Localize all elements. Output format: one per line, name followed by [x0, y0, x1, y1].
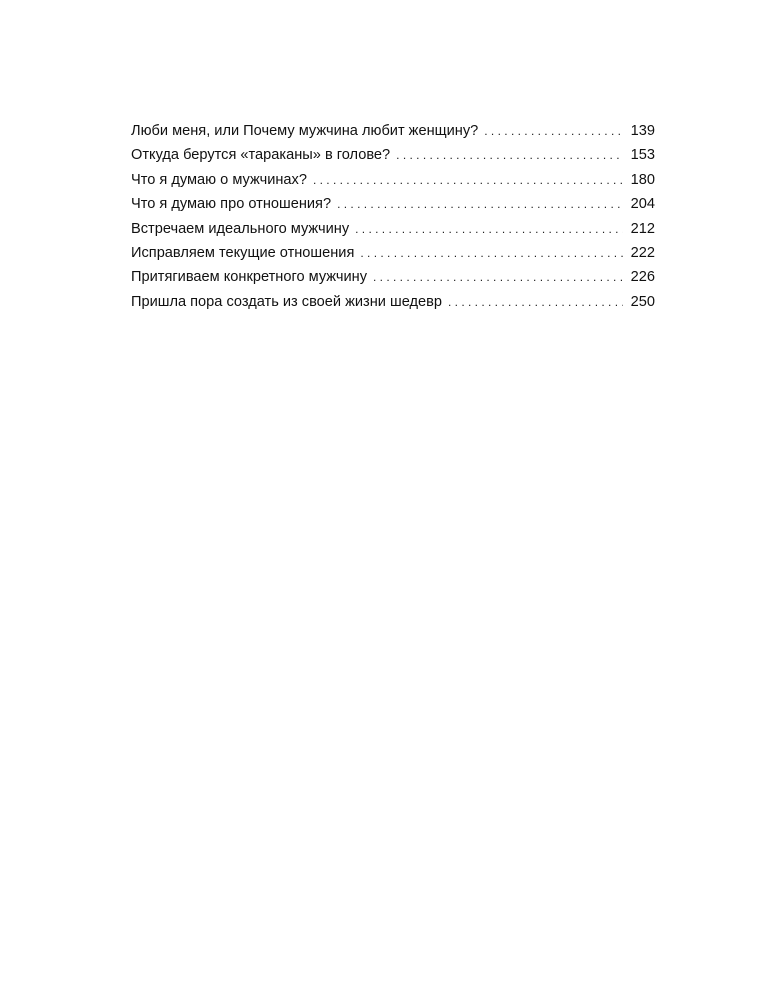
toc-entry — [131, 192, 655, 216]
toc-dot-leader — [373, 265, 623, 289]
toc-dot-leader — [355, 217, 623, 241]
toc-entry-title: Притягиваем конкретного мужчину — [131, 269, 367, 286]
toc-entry — [131, 168, 655, 192]
toc-dot-leader — [484, 119, 623, 143]
toc-entry-title: Что я думаю о мужчинах? — [131, 171, 307, 188]
toc-dot-leader — [337, 192, 623, 216]
toc-dot-leader — [313, 168, 623, 192]
toc-entry — [131, 290, 655, 314]
toc-entry — [131, 217, 655, 241]
toc-entry-title: Встречаем идеального мужчину — [131, 220, 350, 237]
toc-dot-leader — [396, 143, 623, 167]
toc-entry-page: 222 — [630, 244, 655, 261]
toc-entry-page: 139 — [630, 123, 655, 139]
toc-entry-page: 153 — [630, 147, 655, 164]
toc-entry-title: Исправляем текущие отношения — [131, 244, 355, 261]
toc-entry — [131, 265, 655, 289]
toc-entry-page: 250 — [630, 293, 655, 310]
toc-entry-page: 204 — [630, 196, 655, 213]
toc-entry-page: 212 — [630, 220, 655, 237]
toc-entry — [131, 119, 655, 143]
toc-entry-title: Откуда берутся «тараканы» в голове? — [131, 147, 391, 164]
toc-entry-title: Что я думаю про отношения? — [131, 196, 332, 213]
table-of-contents — [131, 119, 655, 314]
toc-dot-leader — [448, 290, 623, 314]
toc-entry-page: 180 — [630, 171, 655, 188]
toc-entry-page: 226 — [630, 269, 655, 286]
toc-dot-leader — [360, 241, 623, 265]
toc-entry-title: Пришла пора создать из своей жизни шедевр — [131, 293, 442, 310]
toc-entry — [131, 241, 655, 265]
toc-entry-title: Люби меня, или Почему мужчина любит женщину? — [131, 123, 479, 139]
toc-entry — [131, 143, 655, 167]
